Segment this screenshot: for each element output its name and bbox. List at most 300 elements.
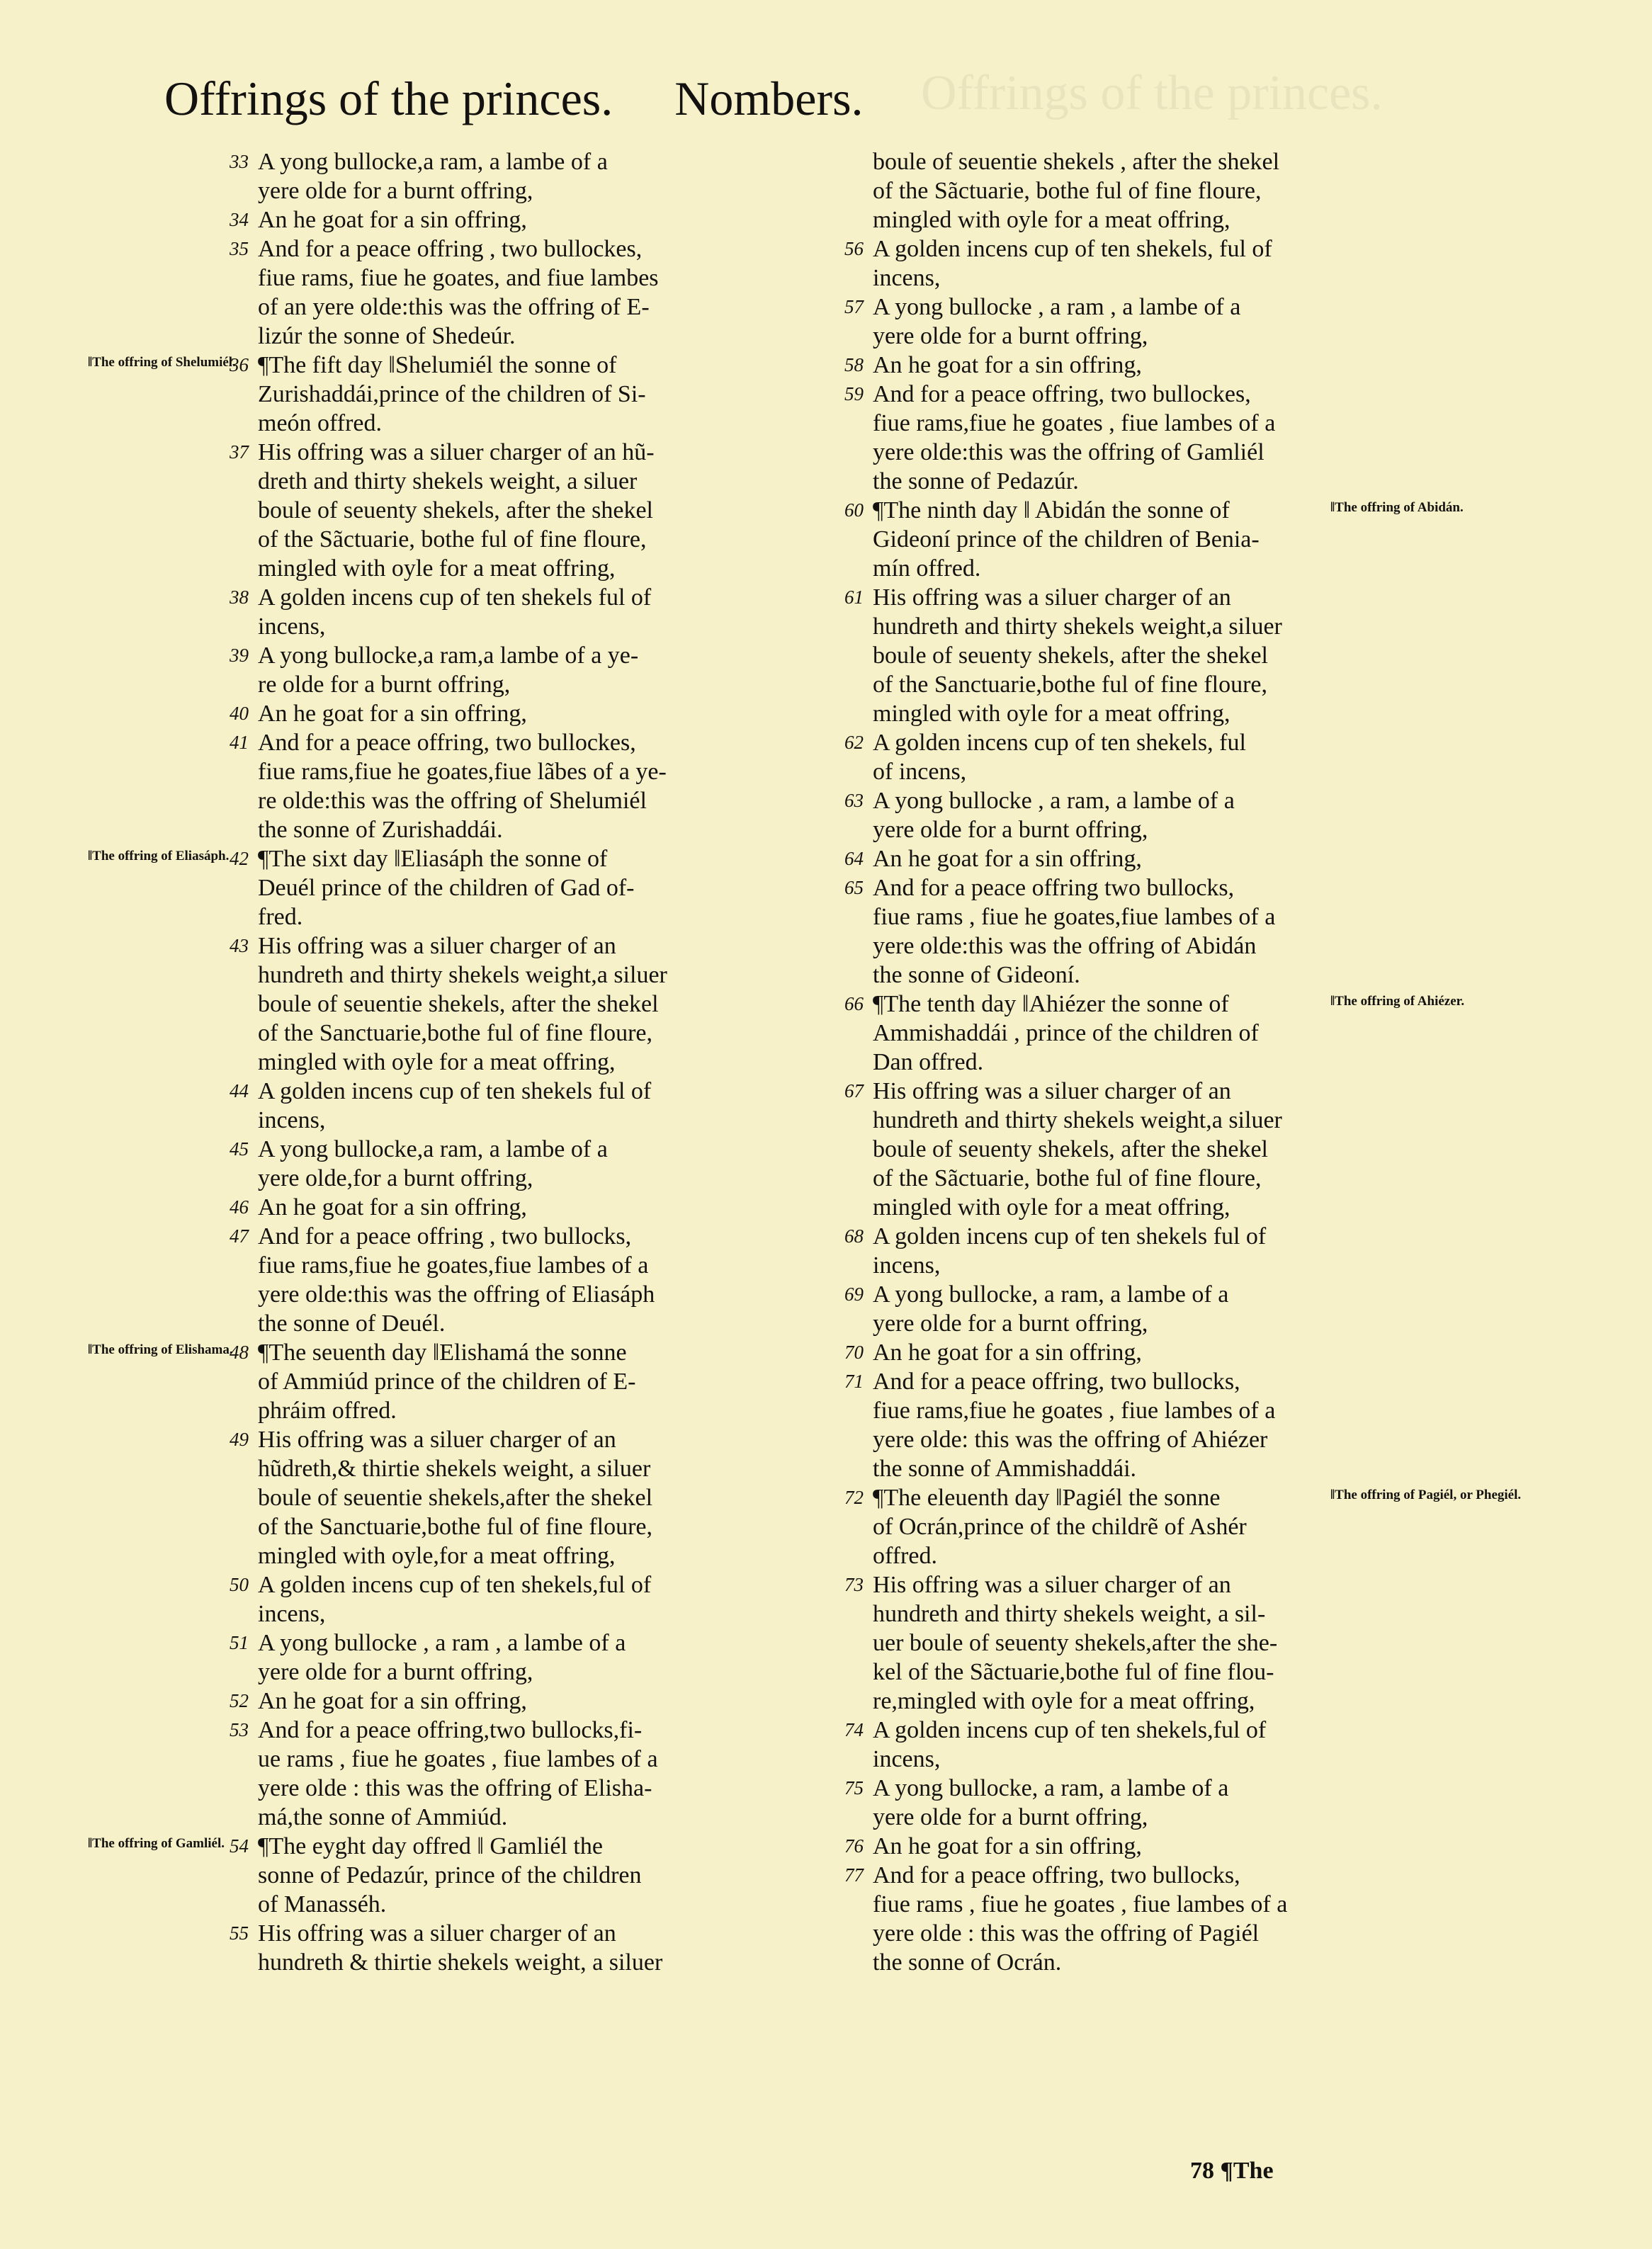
- line-text: mingled with oyle for a meat offring,: [258, 1049, 616, 1075]
- verse-number: 75: [844, 1777, 864, 1798]
- text-line: [779, 176, 1481, 205]
- line-text: re olde:this was the offring of Shelumiél: [258, 788, 647, 814]
- text-line: [779, 699, 1481, 728]
- text-line: [164, 873, 866, 902]
- text-line: [779, 1948, 1481, 1977]
- text-line: [779, 1658, 1481, 1687]
- text-line: [779, 1483, 1522, 1512]
- line-text: A golden incens cup of ten shekels ful of: [258, 1078, 652, 1104]
- running-header: [164, 71, 864, 127]
- line-text: offred.: [873, 1543, 937, 1569]
- text-line: [779, 1077, 1481, 1106]
- line-text: yere olde for a burnt offring,: [873, 1310, 1148, 1337]
- text-line: [779, 554, 1481, 583]
- line-text: A yong bullocke,a ram, a lambe of a: [258, 149, 608, 175]
- line-text: boule of seuenty shekels, after the shekel: [873, 1136, 1268, 1162]
- line-text: And for a peace offring, two bullocks,: [873, 1369, 1240, 1395]
- line-text: A golden incens cup of ten shekels,ful of: [258, 1572, 652, 1598]
- line-text: sonne of Pedazúr, prince of the children: [258, 1862, 642, 1888]
- text-line: [164, 1454, 866, 1483]
- line-text: the sonne of Gideoní.: [873, 962, 1080, 988]
- text-line: [779, 1599, 1481, 1628]
- line-text: fiue rams,fiue he goates , fiue lambes of a: [873, 410, 1276, 436]
- text-line: [164, 786, 866, 815]
- text-line: [164, 264, 866, 293]
- line-text: A golden incens cup of ten shekels,ful of: [873, 1717, 1267, 1743]
- line-text: hundreth and thirty shekels weight,a siluer: [873, 1107, 1282, 1133]
- verse-number: 64: [844, 848, 864, 869]
- line-text: An he goat for a sin offring,: [258, 207, 527, 233]
- line-text: yere olde : this was the offring of Elisha-: [258, 1775, 652, 1801]
- line-text: And for a peace offring,two bullocks,fi-: [258, 1717, 643, 1743]
- text-line: [164, 293, 866, 322]
- verse-number: 48: [230, 1342, 249, 1363]
- text-line: [779, 1687, 1481, 1716]
- verse-number: 57: [844, 296, 864, 317]
- verse-number: 36: [230, 354, 249, 375]
- text-line: [164, 1135, 866, 1164]
- text-line: [779, 990, 1481, 1019]
- text-line: [164, 176, 866, 205]
- text-line: [779, 322, 1481, 351]
- line-text: hundreth and thirty shekels weight,a siluer: [258, 962, 667, 988]
- verse-number: 40: [230, 703, 249, 724]
- line-text: Dan offred.: [873, 1049, 984, 1075]
- line-text: mín offred.: [873, 555, 981, 582]
- line-text: yere olde:this was the offring of Gamliél: [873, 439, 1265, 465]
- verse-number: 58: [844, 354, 864, 375]
- text-line: [779, 1222, 1481, 1251]
- verse-number: 44: [230, 1080, 249, 1101]
- line-text: mingled with oyle for a meat offring,: [258, 555, 616, 582]
- text-line: [779, 1106, 1481, 1135]
- line-text: Ammishaddái , prince of the children of: [873, 1020, 1259, 1046]
- text-line: [779, 1251, 1481, 1280]
- text-line: [779, 205, 1481, 234]
- text-line: [164, 990, 866, 1019]
- text-line: [779, 293, 1481, 322]
- line-text: the sonne of Zurishaddái.: [258, 817, 503, 843]
- line-text: yere olde for a burnt offring,: [873, 817, 1148, 843]
- line-text: incens,: [873, 1746, 941, 1772]
- line-text: Zurishaddái,prince of the children of Si-: [258, 381, 646, 407]
- verse-number: 68: [844, 1225, 864, 1247]
- line-text: fiue rams , fiue he goates,fiue lambes of a: [873, 904, 1276, 930]
- marginal-note: ‖The offring of Shelumiél.: [88, 355, 236, 370]
- text-line: [164, 1687, 866, 1716]
- line-text: of Ocrán,prince of the childrẽ of Ashér: [873, 1514, 1247, 1540]
- line-text: A yong bullocke, a ram, a lambe of a: [873, 1775, 1229, 1801]
- line-text: yere olde:this was the offring of Eliasáph: [258, 1281, 655, 1308]
- text-line: [779, 525, 1481, 554]
- line-text: A golden incens cup of ten shekels ful of: [873, 1223, 1267, 1250]
- line-text: of Ammiúd prince of the children of E-: [258, 1369, 636, 1395]
- line-text: incens,: [258, 613, 326, 640]
- text-line: [164, 1861, 866, 1890]
- line-text: And for a peace offring, two bullocks,: [873, 1862, 1240, 1888]
- verse-number: 47: [230, 1225, 249, 1247]
- verse-number: 59: [844, 383, 864, 404]
- line-text: mingled with oyle for a meat offring,: [873, 1194, 1230, 1220]
- text-line: [164, 1425, 866, 1454]
- text-line: [164, 1745, 866, 1774]
- line-text: And for a peace offring, two bullockes,: [873, 381, 1251, 407]
- text-line: [164, 1658, 866, 1687]
- line-text: fiue rams, fiue he goates, and fiue lambes: [258, 265, 659, 291]
- line-text: yere olde : this was the offring of Pagiél: [873, 1920, 1260, 1947]
- line-text: incens,: [258, 1107, 326, 1133]
- line-text: An he goat for a sin offring,: [873, 1833, 1142, 1859]
- line-text: An he goat for a sin offring,: [258, 701, 527, 727]
- text-line: [164, 1716, 866, 1745]
- text-line: [779, 670, 1481, 699]
- verse-number: 76: [844, 1835, 864, 1857]
- text-line: [779, 1454, 1481, 1483]
- text-line: [779, 873, 1481, 902]
- line-text: of incens,: [873, 759, 967, 785]
- text-line: [779, 1367, 1481, 1396]
- verse-number: 39: [230, 645, 249, 666]
- line-text: A yong bullocke , a ram, a lambe of a: [873, 788, 1235, 814]
- line-text: His offring was a siluer charger of an hũ-: [258, 439, 655, 465]
- line-text: the sonne of Ocrán.: [873, 1949, 1062, 1976]
- line-text: Gideoní prince of the children of Benia-: [873, 526, 1260, 553]
- text-line: [164, 1541, 866, 1570]
- text-line: [164, 1396, 866, 1425]
- catchword: [1190, 2158, 1274, 2185]
- marginal-note: ‖The offring of Gamliél.: [88, 1836, 225, 1851]
- text-line: [779, 902, 1481, 931]
- catchword-number: 78: [1190, 2158, 1214, 2184]
- line-text: of an yere olde:this was the offring of E-: [258, 294, 650, 320]
- line-text: fred.: [258, 904, 303, 930]
- verse-number: 71: [844, 1371, 864, 1392]
- text-line: [779, 1570, 1481, 1599]
- line-text: His offring was a siluer charger of an: [258, 1920, 616, 1947]
- line-text: yere olde,for a burnt offring,: [258, 1165, 533, 1191]
- text-line: [164, 234, 866, 264]
- line-text: yere olde:this was the offring of Abidán: [873, 933, 1257, 959]
- text-line: [779, 438, 1481, 467]
- line-text: yere olde for a burnt offring,: [873, 1804, 1148, 1830]
- marginal-note: ‖The offring of Ahiézer.: [1330, 994, 1465, 1009]
- line-text: A yong bullocke, a ram, a lambe of a: [873, 1281, 1229, 1308]
- line-text: His offring was a siluer charger of an: [873, 1078, 1231, 1104]
- text-line: [779, 1338, 1481, 1367]
- text-line: [164, 1222, 866, 1251]
- verse-number: 49: [230, 1429, 249, 1450]
- text-line: [779, 1164, 1481, 1193]
- verse-number: 33: [230, 151, 249, 172]
- text-line: [779, 1774, 1481, 1803]
- verse-number: 46: [230, 1196, 249, 1218]
- line-text: mingled with oyle,for a meat offring,: [258, 1543, 616, 1569]
- text-line: [779, 496, 1481, 525]
- verse-number: 41: [230, 732, 249, 753]
- text-line: [164, 380, 866, 409]
- verse-number: 38: [230, 587, 249, 608]
- right-column: [779, 147, 1522, 1977]
- text-line: [164, 409, 866, 438]
- line-text: dreth and thirty shekels weight, a siluer: [258, 468, 638, 494]
- verse-number: 35: [230, 238, 249, 259]
- text-line: [779, 844, 1481, 873]
- line-text: An he goat for a sin offring,: [873, 846, 1142, 872]
- text-line: [779, 147, 1481, 176]
- verse-number: 53: [230, 1719, 249, 1740]
- verse-number: 55: [230, 1922, 249, 1944]
- line-text: ue rams , fiue he goates , fiue lambes of a: [258, 1746, 658, 1772]
- text-line: [779, 409, 1481, 438]
- verse-number: 63: [844, 790, 864, 811]
- line-text: ¶The eyght day offred ‖ Gamliél the: [258, 1833, 603, 1859]
- line-text: boule of seuentie shekels , after the shekel: [873, 149, 1280, 175]
- line-text: His offring was a siluer charger of an: [258, 1427, 616, 1453]
- verse-number: 37: [230, 441, 249, 463]
- text-line: [779, 1716, 1481, 1745]
- line-text: boule of seuenty shekels, after the shekel: [258, 497, 653, 523]
- text-line: [164, 1570, 866, 1599]
- text-line: [164, 1106, 866, 1135]
- text-line: [88, 844, 866, 873]
- text-line: [779, 1832, 1481, 1861]
- line-text: meón offred.: [258, 410, 382, 436]
- line-text: re olde for a burnt offring,: [258, 672, 511, 698]
- line-text: of Manasséh.: [258, 1891, 387, 1917]
- line-text: mingled with oyle for a meat offring,: [873, 207, 1230, 233]
- text-line: [164, 496, 866, 525]
- text-line: [779, 1280, 1481, 1309]
- text-line: [779, 1396, 1481, 1425]
- text-line: [779, 612, 1481, 641]
- text-line: [779, 815, 1481, 844]
- text-line: [88, 1832, 866, 1861]
- line-text: ¶The tenth day ‖Ahiézer the sonne of: [873, 991, 1229, 1017]
- line-text: fiue rams,fiue he goates , fiue lambes of a: [873, 1398, 1276, 1424]
- text-line: [779, 1019, 1481, 1048]
- line-text: yere olde: this was the offring of Ahiézer: [873, 1427, 1268, 1453]
- line-text: A yong bullocke , a ram , a lambe of a: [258, 1630, 626, 1656]
- text-line: [164, 961, 866, 990]
- line-text: hũdreth,& thirtie shekels weight, a siluer: [258, 1456, 651, 1482]
- text-line: [164, 554, 866, 583]
- verse-number: 66: [844, 993, 864, 1014]
- line-text: An he goat for a sin offring,: [873, 1339, 1142, 1366]
- text-line: [779, 467, 1481, 496]
- line-text: His offring was a siluer charger of an: [258, 933, 616, 959]
- header-left: Offrings of the princes.: [164, 72, 613, 125]
- verse-number: 42: [230, 848, 249, 869]
- line-text: yere olde for a burnt offring,: [258, 1659, 533, 1685]
- text-line: [164, 1628, 866, 1658]
- text-line: [164, 1309, 866, 1338]
- line-text: the sonne of Pedazúr.: [873, 468, 1079, 494]
- text-line: [779, 961, 1481, 990]
- verse-number: 73: [844, 1574, 864, 1595]
- text-line: [164, 1948, 866, 1977]
- text-line: [164, 612, 866, 641]
- line-text: hundreth & thirtie shekels weight, a siluer: [258, 1949, 663, 1976]
- bleed-through-header: Offrings of the princes.: [921, 66, 1383, 120]
- verse-number: 54: [230, 1835, 249, 1857]
- text-line: [164, 641, 866, 670]
- verse-number: 61: [844, 587, 864, 608]
- text-line: [164, 1483, 866, 1512]
- line-text: An he goat for a sin offring,: [258, 1688, 527, 1714]
- text-line: [164, 1280, 866, 1309]
- text-line: [164, 1919, 866, 1948]
- line-text: A golden incens cup of ten shekels, ful: [873, 730, 1246, 756]
- text-line: [779, 1745, 1481, 1774]
- verse-number: 51: [230, 1632, 249, 1653]
- text-line: [164, 902, 866, 931]
- line-text: A yong bullocke,a ram,a lambe of a ye-: [258, 642, 639, 669]
- verse-number: 77: [844, 1864, 864, 1886]
- verse-number: 60: [844, 499, 864, 521]
- line-text: hundreth and thirty shekels weight,a siluer: [873, 613, 1282, 640]
- line-text: the sonne of Deuél.: [258, 1310, 446, 1337]
- line-text: ¶The sixt day ‖Eliasáph the sonne of: [258, 846, 608, 872]
- text-line: [779, 1048, 1481, 1077]
- text-line: [164, 1193, 866, 1222]
- line-text: boule of seuentie shekels, after the shekel: [258, 991, 659, 1017]
- line-text: mingled with oyle for a meat offring,: [873, 701, 1230, 727]
- verse-number: 43: [230, 935, 249, 956]
- verse-number: 67: [844, 1080, 864, 1101]
- text-line: [779, 931, 1481, 961]
- line-text: kel of the Sãctuarie,bothe ful of fine flou-: [873, 1659, 1274, 1685]
- text-line: [779, 264, 1481, 293]
- line-text: of the Sãctuarie, bothe ful of fine floure,: [873, 1165, 1262, 1191]
- line-text: boule of seuentie shekels,after the shekel: [258, 1485, 653, 1511]
- line-text: His offring was a siluer charger of an: [873, 1572, 1231, 1598]
- line-text: of the Sãctuarie, bothe ful of fine floure,: [258, 526, 647, 553]
- left-column: [88, 147, 866, 1977]
- line-text: And for a peace offring , two bullocks,: [258, 1223, 632, 1250]
- text-line: [779, 1193, 1481, 1222]
- line-text: uer boule of seuenty shekels,after the she-: [873, 1630, 1278, 1656]
- text-line: [779, 641, 1481, 670]
- verse-number: 62: [844, 732, 864, 753]
- verse-number: 34: [230, 209, 249, 230]
- verse-number: 50: [230, 1574, 249, 1595]
- text-line: [164, 147, 866, 176]
- text-line: [779, 786, 1481, 815]
- text-line: [779, 1861, 1481, 1890]
- text-line: [164, 205, 866, 234]
- verse-number: 65: [844, 877, 864, 898]
- text-line: [779, 1919, 1481, 1948]
- text-line: [164, 1512, 866, 1541]
- line-text: ¶The fift day ‖Shelumiél the sonne of: [258, 352, 617, 378]
- line-text: His offring was a siluer charger of an: [873, 584, 1231, 611]
- verse-number: 74: [844, 1719, 864, 1740]
- line-text: A yong bullocke , a ram , a lambe of a: [873, 294, 1241, 320]
- text-line: [779, 1135, 1481, 1164]
- line-text: boule of seuenty shekels, after the shekel: [873, 642, 1268, 669]
- line-text: ¶The seuenth day ‖Elishamá the sonne: [258, 1339, 627, 1366]
- text-line: [164, 1077, 866, 1106]
- text-line: [164, 1774, 866, 1803]
- line-text: incens,: [873, 1252, 941, 1279]
- line-text: of the Sanctuarie,bothe ful of fine floure,: [258, 1514, 653, 1540]
- text-line: [164, 438, 866, 467]
- text-line: [779, 1512, 1481, 1541]
- text-line: [164, 1048, 866, 1077]
- line-text: of the Sãctuarie, bothe ful of fine floure,: [873, 178, 1262, 204]
- line-text: A yong bullocke,a ram, a lambe of a: [258, 1136, 608, 1162]
- header-right: Nombers.: [674, 72, 864, 125]
- text-line: [164, 1251, 866, 1280]
- verse-number: 52: [230, 1690, 249, 1711]
- line-text: hundreth and thirty shekels weight, a sil-: [873, 1601, 1266, 1627]
- marginal-note: ‖The offring of Pagiél, or Phegiél.: [1330, 1488, 1522, 1502]
- text-line: [779, 1890, 1481, 1919]
- text-line: [88, 1338, 866, 1367]
- text-line: [779, 1541, 1481, 1570]
- line-text: má,the sonne of Ammiúd.: [258, 1804, 508, 1830]
- text-line: [779, 757, 1481, 786]
- line-text: ¶The ninth day ‖ Abidán the sonne of: [873, 497, 1230, 523]
- marginal-note: ‖The offring of Eliasáph.: [88, 849, 230, 863]
- text-line: [164, 1019, 866, 1048]
- text-line: [164, 699, 866, 728]
- text-line: [164, 1803, 866, 1832]
- verse-number: 70: [844, 1342, 864, 1363]
- text-line: [164, 322, 866, 351]
- text-line: [164, 583, 866, 612]
- text-line: [164, 815, 866, 844]
- line-text: lizúr the sonne of Shedeúr.: [258, 323, 516, 349]
- line-text: And for a peace offring, two bullockes,: [258, 730, 636, 756]
- line-text: of the Sanctuarie,bothe ful of fine floure,: [258, 1020, 653, 1046]
- verse-number: 56: [844, 238, 864, 259]
- text-line: [779, 1425, 1481, 1454]
- line-text: fiue rams,fiue he goates,fiue lãbes of a ye-: [258, 759, 667, 785]
- line-text: yere olde for a burnt offring,: [258, 178, 533, 204]
- line-text: And for a peace offring , two bullockes,: [258, 236, 643, 262]
- verse-number: 72: [844, 1487, 864, 1508]
- line-text: A golden incens cup of ten shekels ful of: [258, 584, 652, 611]
- line-text: phráim offred.: [258, 1398, 397, 1424]
- catchword-text: ¶The: [1220, 2158, 1274, 2184]
- line-text: incens,: [873, 265, 941, 291]
- line-text: of the Sanctuarie,bothe ful of fine floure,: [873, 672, 1268, 698]
- line-text: fiue rams,fiue he goates,fiue lambes of a: [258, 1252, 649, 1279]
- line-text: yere olde for a burnt offring,: [873, 323, 1148, 349]
- text-line: [164, 931, 866, 961]
- text-line: [779, 728, 1481, 757]
- line-text: An he goat for a sin offring,: [873, 352, 1142, 378]
- line-text: And for a peace offring two bullocks,: [873, 875, 1235, 901]
- line-text: A golden incens cup of ten shekels, ful of: [873, 236, 1272, 262]
- marginal-note: ‖The offring of Elishama.: [88, 1342, 233, 1357]
- line-text: ¶The eleuenth day ‖Pagiél the sonne: [873, 1485, 1221, 1511]
- marginal-note: ‖The offring of Abidán.: [1330, 500, 1464, 515]
- text-line: [164, 1599, 866, 1628]
- text-line: [164, 1367, 866, 1396]
- text-line: [779, 583, 1481, 612]
- text-line: [164, 757, 866, 786]
- text-line: [164, 670, 866, 699]
- text-line: [88, 351, 866, 380]
- verse-number: 69: [844, 1284, 864, 1305]
- text-line: [164, 525, 866, 554]
- text-line: [779, 380, 1481, 409]
- verse-number: 45: [230, 1138, 249, 1160]
- text-line: [779, 1803, 1481, 1832]
- text-line: [164, 1890, 866, 1919]
